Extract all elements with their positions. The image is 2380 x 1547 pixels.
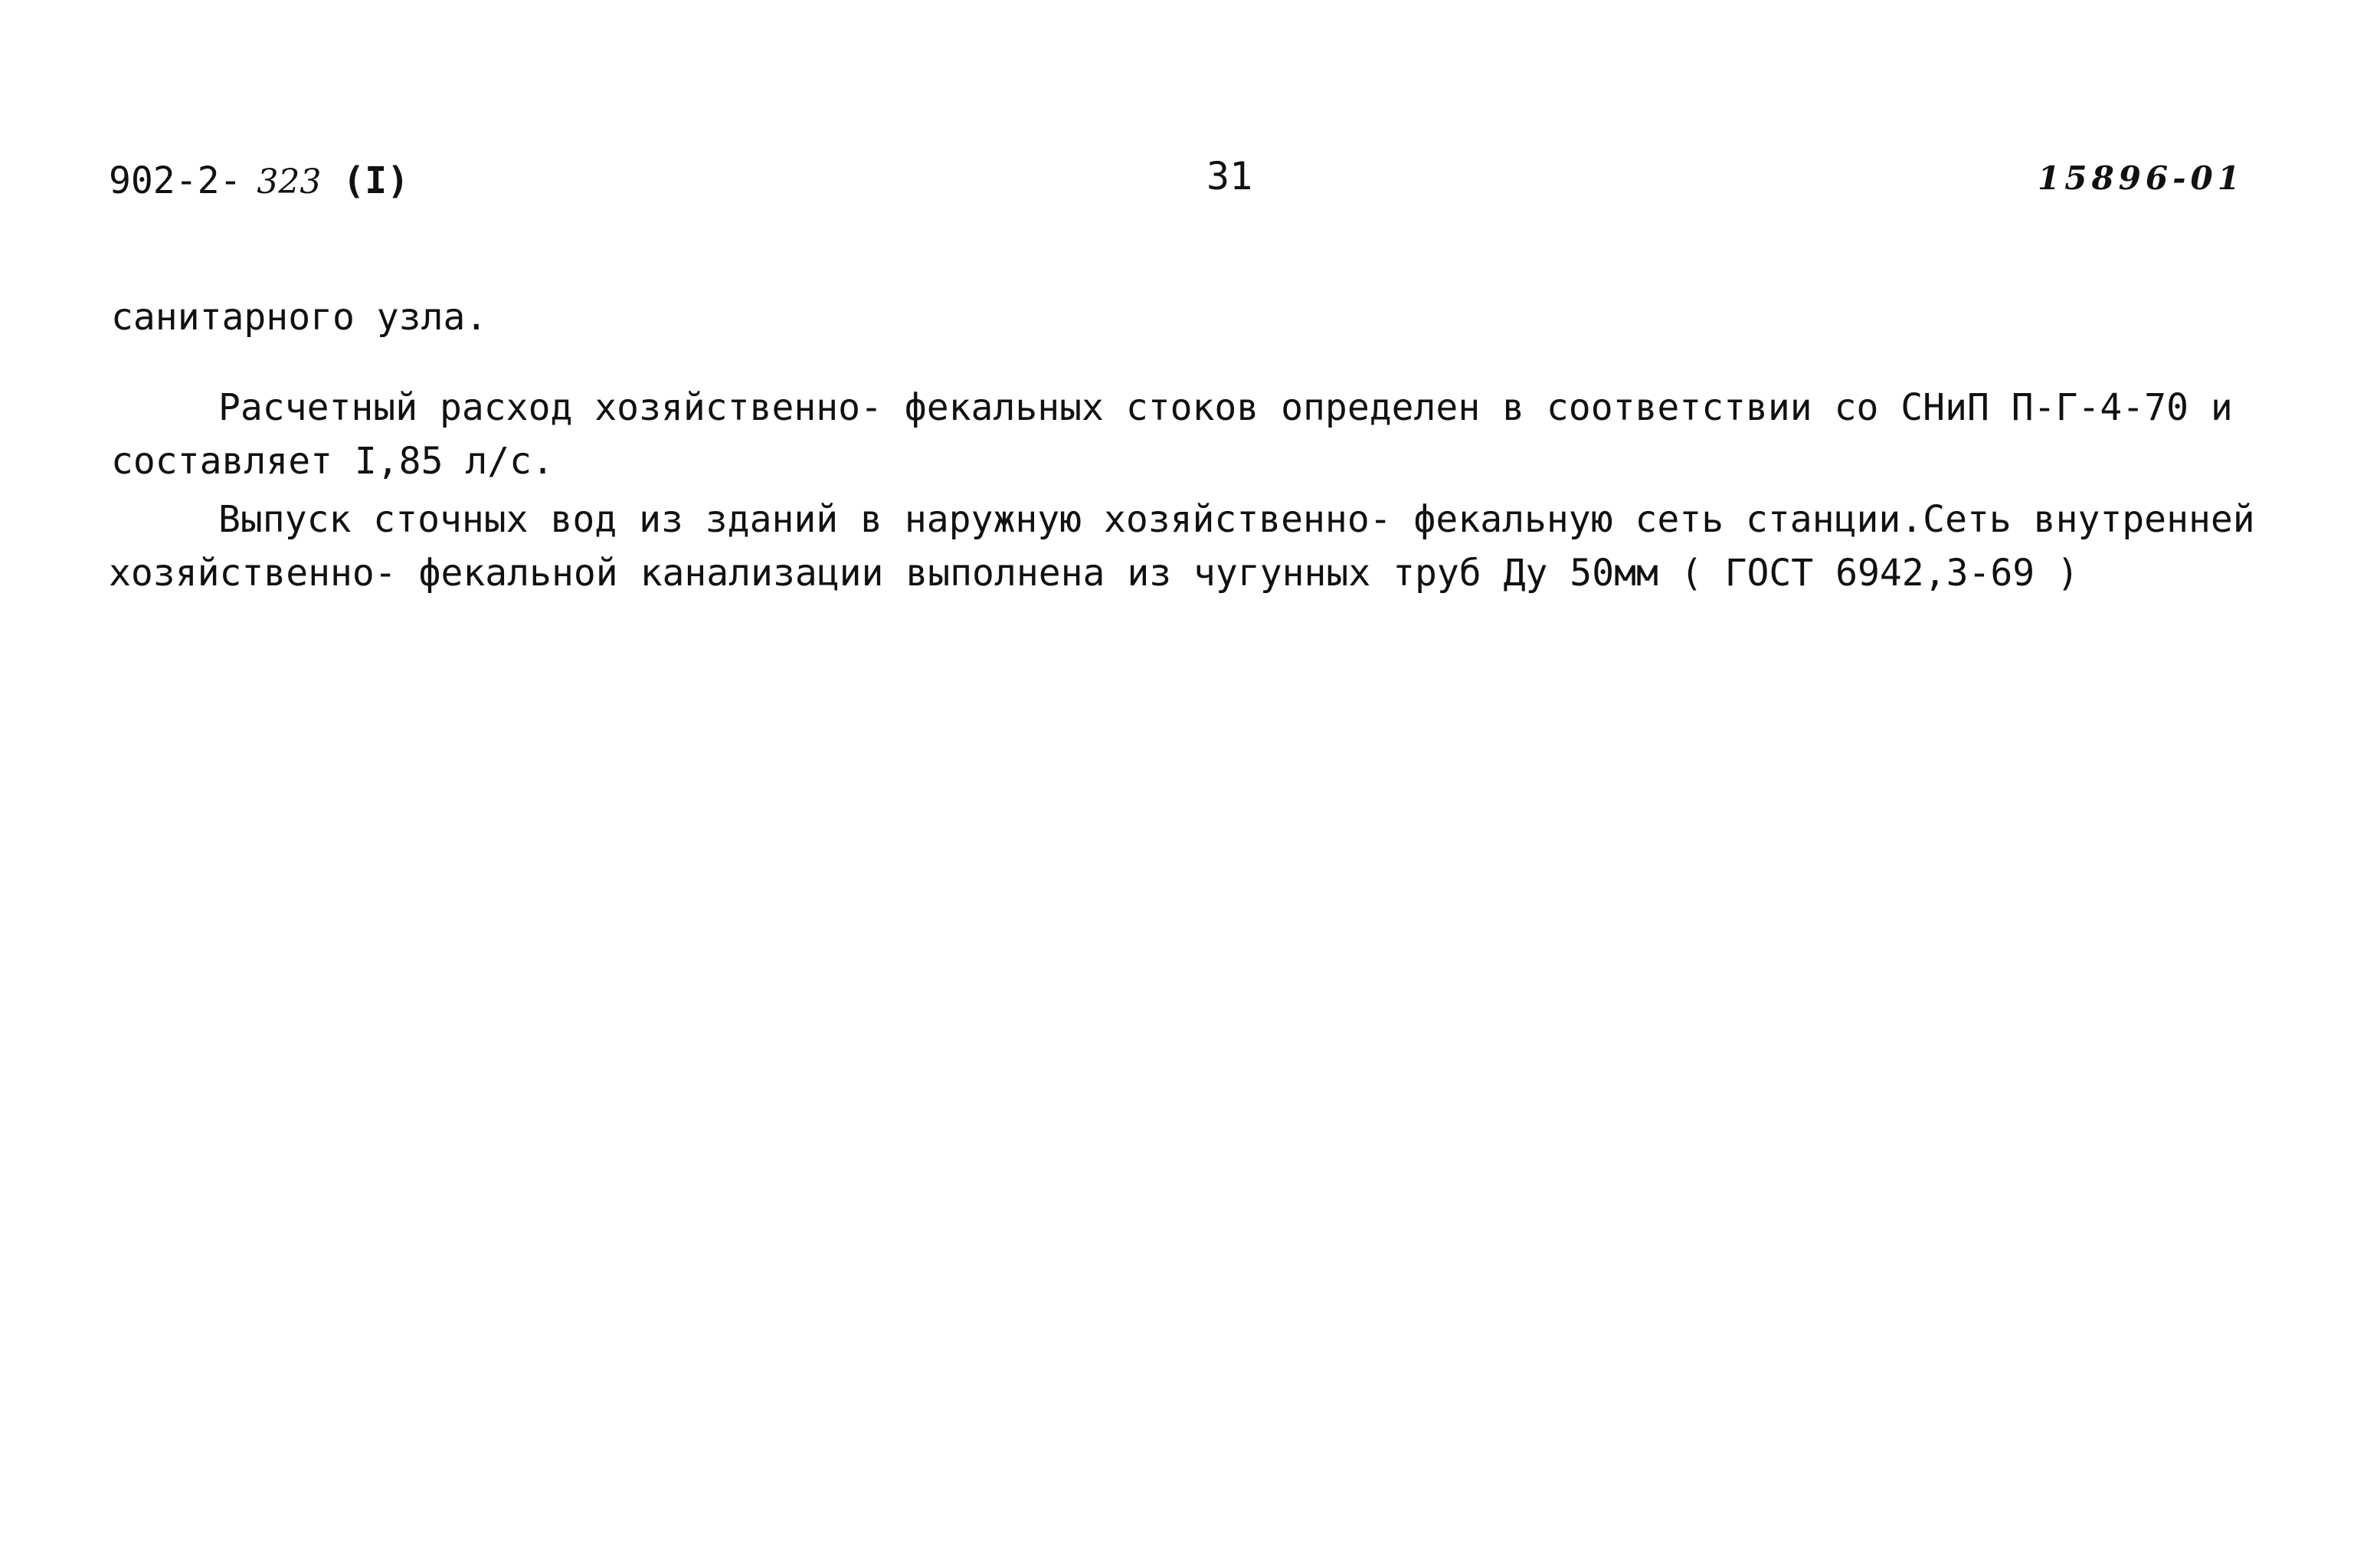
body-line-1: санитарного узла. — [111, 296, 488, 339]
body-line-2: Расчетный расход хозяйственно- фекальных стоков определен в соответствии со СНиП П-Г-4-70 и — [218, 386, 2233, 429]
doc-part: (I) — [342, 159, 410, 202]
document-code — [109, 158, 409, 205]
doc-number-handwritten: 323 — [257, 162, 322, 202]
body-line-5: хозяйственно- фекальной канализации выполнена из чугунных труб Ду 50мм ( ГОСТ 6942,3-69 ) — [109, 552, 2079, 595]
body-line-3: составляет I,85 л/с. — [111, 440, 554, 483]
inventory-number: 15896-01 — [2038, 159, 2244, 197]
page-number: 31 — [1206, 154, 1253, 198]
body-line-4: Выпуск сточных вод из зданий в наружную хозяйственно- фекальную сеть станции.Сеть внутренней — [218, 498, 2255, 541]
doc-code-prefix: 902-2- — [109, 159, 242, 202]
